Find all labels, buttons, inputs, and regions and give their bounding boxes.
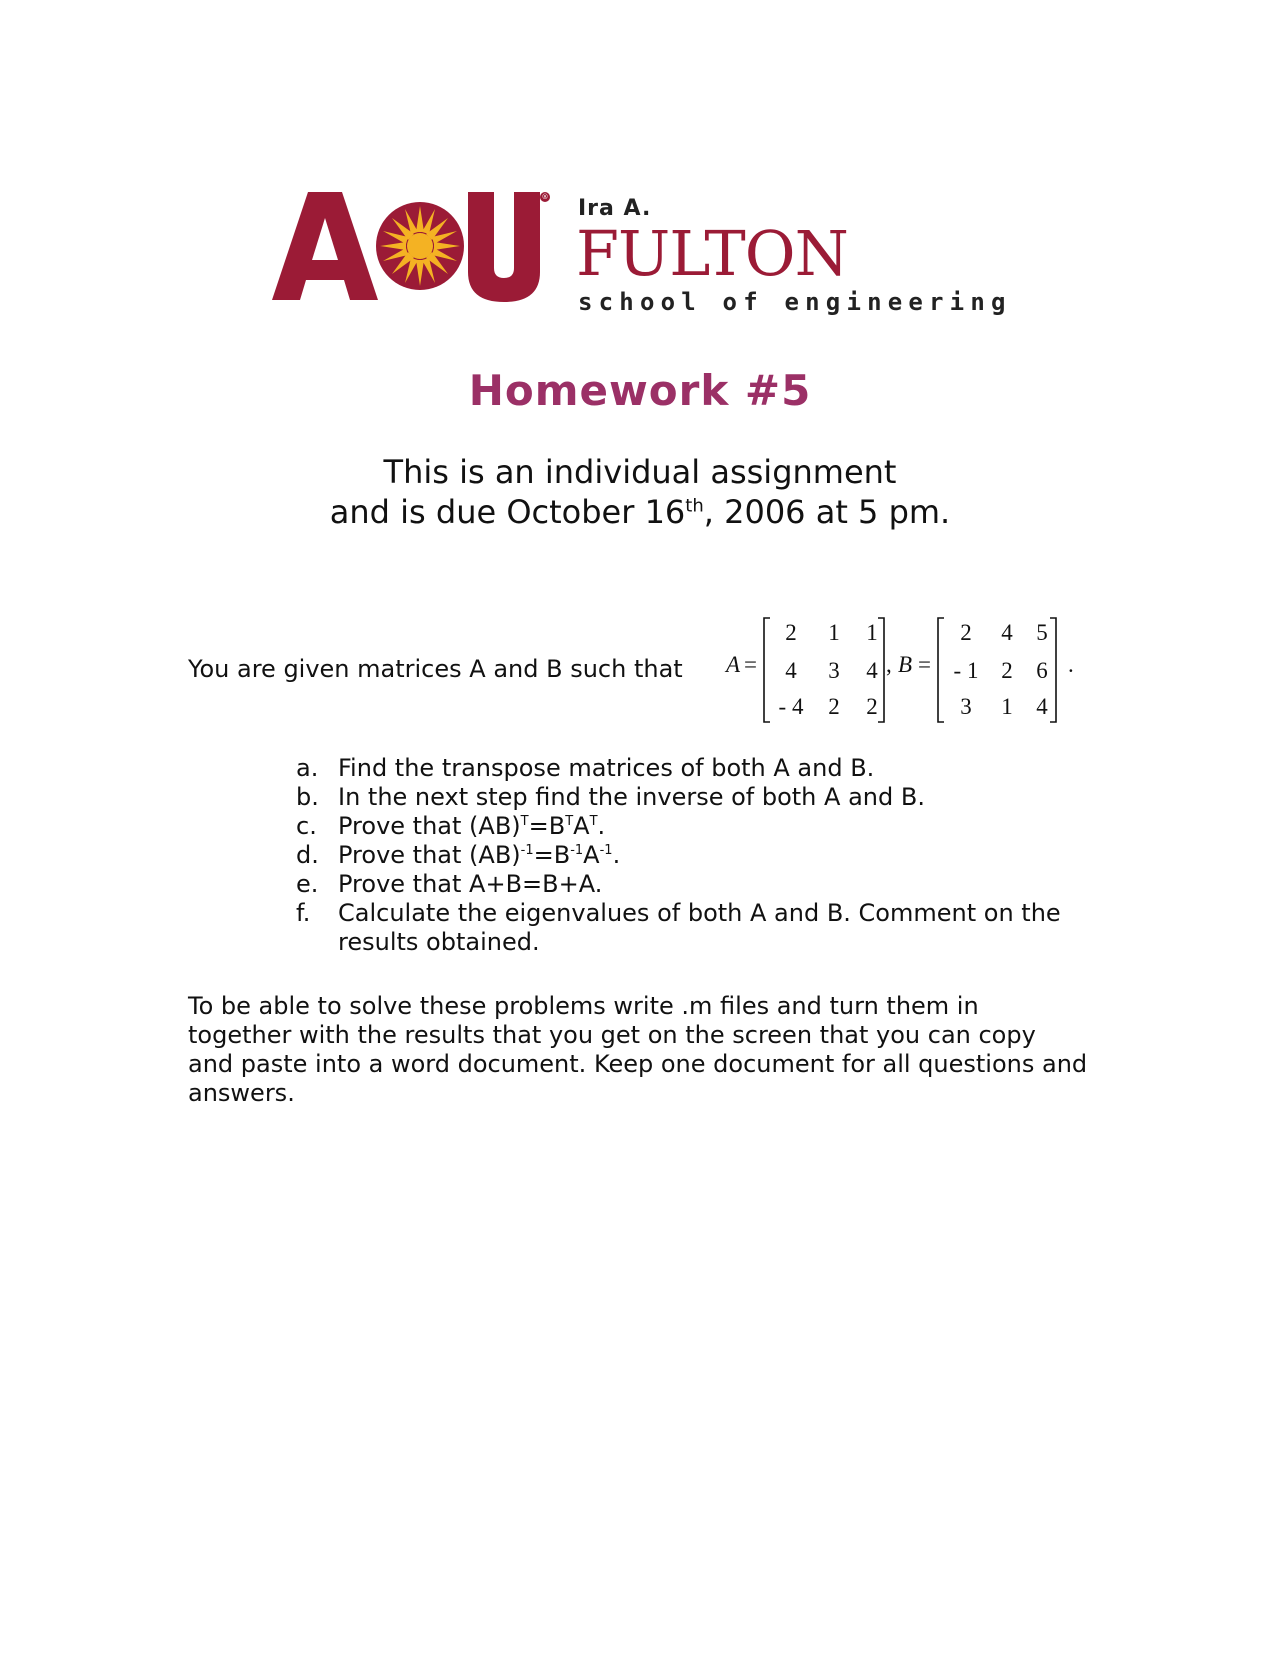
logo-school-text: school of engineering <box>578 288 1012 316</box>
matrix-separator: , <box>886 652 892 677</box>
due-time: , 2006 at 5 pm. <box>703 493 951 531</box>
matrix-equation <box>720 610 1080 730</box>
matrix-b-cell: 4 <box>1036 694 1048 719</box>
matrix-a-cell: 4 <box>785 658 797 683</box>
matrix-a-cell: 1 <box>866 620 878 645</box>
problem-list <box>296 754 1076 957</box>
assignment-subtitle <box>0 452 1280 532</box>
matrix-a-cell: 3 <box>828 658 840 683</box>
matrix-b-cell: 5 <box>1036 620 1048 645</box>
matrix-b-cell: 3 <box>960 694 972 719</box>
matrix-a-right-bracket <box>878 618 884 722</box>
list-item-label: d. <box>296 841 319 869</box>
registered-mark: ® <box>541 193 549 201</box>
list-item-label: e. <box>296 870 319 898</box>
matrix-b-right-bracket <box>1050 618 1056 722</box>
list-item <box>296 870 1076 899</box>
list-item-label: b. <box>296 783 319 811</box>
logo-fulton-text: FULTON <box>576 217 848 290</box>
matrix-b-cell: 2 <box>1001 658 1013 683</box>
due-text: and is due October 16 <box>329 493 686 531</box>
page-title: Homework #5 <box>468 366 812 415</box>
matrix-b-name: B <box>898 652 913 677</box>
list-item-text: Calculate the eigenvalues of both A and B. Comment on the results obtained. <box>338 899 1061 956</box>
matrix-a-cell: 2 <box>866 694 878 719</box>
matrix-b-equals: = <box>918 652 931 677</box>
matrix-a-equals: = <box>744 652 757 677</box>
asu-fulton-logo <box>272 190 1012 330</box>
matrix-b-cell: 6 <box>1036 658 1048 683</box>
matrix-a-cell: 4 <box>866 658 878 683</box>
matrix-a-left-bracket <box>764 618 770 722</box>
list-item-text: Prove that $(AB)^T=B^TA^T$. <box>338 812 606 840</box>
list-item-text: In the next step find the inverse of both A and B. <box>338 783 925 811</box>
ordinal-suffix: th <box>685 495 704 517</box>
list-item <box>296 754 1076 783</box>
matrix-a-cell: - 4 <box>778 694 804 719</box>
logo-ira-text: Ira A. <box>578 196 652 221</box>
matrix-a-cell: 2 <box>828 694 840 719</box>
matrix-intro-text: You are given matrices A and B such that <box>188 655 683 683</box>
list-item-text: Prove that A+B=B+A. <box>338 870 603 898</box>
matrix-b-cell: - 1 <box>953 658 979 683</box>
matrix-a-cell: 2 <box>785 620 797 645</box>
list-item-text: Find the transpose matrices of both A and B. <box>338 754 875 782</box>
list-item-text: Prove that $(AB)^{-1}=B^{-1}A^{-1}$. <box>338 841 621 869</box>
matrix-end-period: . <box>1068 652 1074 677</box>
matrix-b-cell: 4 <box>1001 620 1013 645</box>
asu-logo-icon <box>272 190 552 320</box>
matrix-b-left-bracket <box>938 618 944 722</box>
list-item <box>296 841 1076 870</box>
subtitle-line-2 <box>0 492 1280 532</box>
list-item-label: a. <box>296 754 319 782</box>
instructions-paragraph: To be able to solve these problems write .m files and turn them in together with the results that you get on the screen that you can copy and paste into a word document. Keep one document for all questions and answers. <box>188 992 1088 1107</box>
list-item <box>296 899 1076 957</box>
list-item-label: c. <box>296 812 317 840</box>
subtitle-line-1: This is an individual assignment <box>383 453 897 491</box>
list-item <box>296 812 1076 841</box>
list-item <box>296 783 1076 812</box>
matrix-a-cell: 1 <box>828 620 840 645</box>
matrix-b-cell: 2 <box>960 620 972 645</box>
list-item-label: f. <box>296 899 311 927</box>
matrix-a-name: A <box>726 652 741 677</box>
matrix-b-cell: 1 <box>1001 694 1013 719</box>
